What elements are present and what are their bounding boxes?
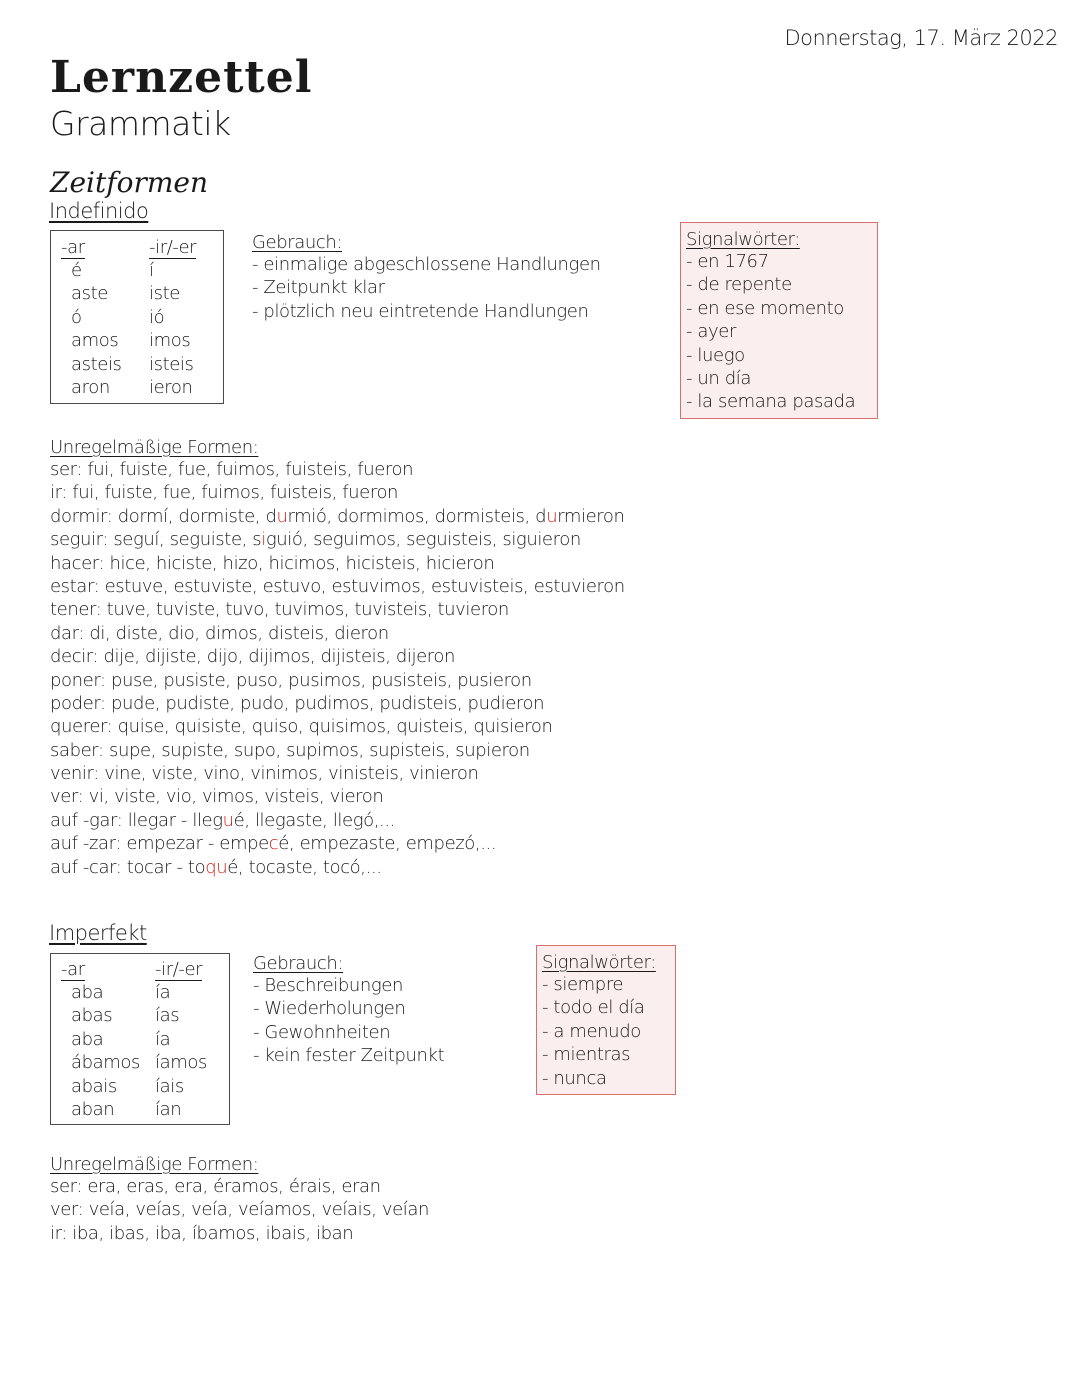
- indefinido-signal-box: [680, 222, 878, 419]
- form-text: ir: fui, fuiste, fue, fuimos, fuisteis, fueron: [50, 482, 399, 504]
- ending-ar: amos: [71, 330, 119, 352]
- form-text: ser: fui, fuiste, fue, fuimos, fuisteis, fueron: [50, 459, 414, 480]
- endings-col-ar: -ar: [61, 237, 85, 258]
- signal-word: - luego: [686, 344, 745, 366]
- imperfekt-heading: Imperfekt: [49, 921, 147, 945]
- irregular-form-line: [50, 692, 625, 715]
- endings-row: [61, 1028, 207, 1051]
- ending-ir-er: ieron: [149, 377, 193, 399]
- irregular-form-line: [50, 552, 625, 575]
- highlighted-stem-change: u: [276, 505, 288, 527]
- irregular-form-line: [50, 528, 625, 551]
- form-text: auf -gar: llegar - lleg: [50, 809, 223, 831]
- signal-label: Signalwörter:: [542, 952, 656, 973]
- signal-word: - un día: [686, 367, 752, 389]
- ending-ar: abais: [71, 1075, 117, 1097]
- highlighted-stem-change: c: [268, 833, 279, 855]
- irregular-form-line: [50, 481, 625, 504]
- form-text: rmió, dormimos, dormisteis, d: [287, 505, 547, 527]
- ending-ar: aba: [71, 982, 104, 1003]
- irregular-form-line: [50, 1222, 429, 1245]
- signal-word: - de repente: [686, 274, 792, 296]
- form-text: auf -zar: empezar - empe: [50, 833, 269, 855]
- irregular-form-line: [50, 785, 625, 808]
- endings-row: [61, 981, 207, 1004]
- highlighted-stem-change: u: [546, 505, 558, 527]
- signal-list: [542, 973, 670, 1090]
- signal-word: - nunca: [542, 1067, 607, 1089]
- section-title: Zeitformen: [50, 166, 208, 199]
- form-text: auf -car: tocar - to: [50, 856, 206, 878]
- ending-ir-er: í: [149, 260, 154, 281]
- ending-ir-er: ió: [149, 306, 165, 328]
- irregular-list: [50, 1175, 429, 1245]
- signal-word: - todo el día: [542, 997, 645, 1019]
- irregular-form-line: [50, 1198, 429, 1221]
- form-text: hacer: hice, hiciste, hizo, hicimos, hicisteis, hicieron: [50, 552, 495, 574]
- form-text: guió, seguimos, seguisteis, siguieron: [265, 529, 581, 551]
- imperfekt-endings-box: [50, 953, 230, 1125]
- highlighted-stem-change: u: [222, 809, 234, 831]
- irregular-form-line: [50, 598, 625, 621]
- signal-word: - siempre: [542, 974, 624, 995]
- usage-item: - kein fester Zeitpunkt: [253, 1045, 445, 1067]
- form-text: é, empezaste, empezó,...: [278, 833, 497, 855]
- form-text: rmieron: [557, 505, 625, 527]
- usage-item: - Beschreibungen: [253, 975, 403, 996]
- irregular-form-line: [50, 739, 625, 762]
- page-subtitle: Grammatik: [50, 104, 231, 143]
- form-text: dar: di, diste, dio, dimos, disteis, dieron: [50, 622, 389, 644]
- indefinido-endings-table: [61, 236, 196, 399]
- imperfekt-irregular: [50, 1154, 429, 1245]
- usage-item: - Gewohnheiten: [253, 1021, 391, 1043]
- endings-row: [61, 1098, 207, 1121]
- ending-ar: ó: [71, 306, 82, 328]
- signal-list: [686, 250, 872, 414]
- ending-ar: aron: [71, 377, 110, 399]
- endings-col-ir-er: -ir/-er: [149, 237, 197, 258]
- ending-ir-er: ía: [155, 982, 171, 1003]
- usage-item: - Zeitpunkt klar: [252, 277, 385, 299]
- ending-ar: aste: [71, 283, 108, 305]
- indefinido-endings-box: [50, 230, 224, 404]
- date: Donnerstag, 17. März 2022: [784, 26, 1058, 50]
- signal-word: - mientras: [542, 1044, 631, 1066]
- ending-ir-er: ían: [155, 1099, 182, 1121]
- irregular-form-line: [50, 762, 625, 785]
- ending-ir-er: ías: [155, 1005, 180, 1027]
- endings-row: [61, 329, 196, 352]
- form-text: poder: pude, pudiste, pudo, pudimos, pudisteis, pudieron: [50, 692, 545, 714]
- highlighted-stem-change: qu: [205, 856, 228, 878]
- form-text: dormir: dormí, dormiste, d: [50, 505, 277, 527]
- form-text: estar: estuve, estuviste, estuvo, estuvimos, estuvisteis, estuvieron: [50, 575, 625, 597]
- ending-ar: aban: [71, 1099, 115, 1121]
- irregular-form-line: [50, 458, 625, 481]
- form-text: seguir: seguí, seguiste, s: [50, 529, 262, 551]
- ending-ir-er: íais: [155, 1075, 184, 1097]
- ending-ar: ábamos: [71, 1052, 141, 1074]
- irregular-form-line: [50, 645, 625, 668]
- endings-row: [61, 376, 196, 399]
- page-title: Lernzettel: [50, 52, 313, 103]
- irregular-list: [50, 458, 625, 879]
- form-text: decir: dije, dijiste, dijo, dijimos, dijisteis, dijeron: [50, 646, 455, 668]
- imperfekt-signal-box: [536, 945, 676, 1095]
- form-text: ser: era, eras, era, éramos, érais, eran: [50, 1176, 381, 1197]
- ending-ir-er: isteis: [149, 353, 194, 375]
- signal-label: Signalwörter:: [686, 229, 800, 250]
- imperfekt-usage: [253, 953, 444, 1068]
- irregular-form-line: [50, 715, 625, 738]
- irregular-label: Unregelmäßige Formen:: [50, 437, 259, 458]
- ending-ar: abas: [71, 1005, 113, 1027]
- usage-label: Gebrauch:: [253, 953, 344, 974]
- signal-word: - en 1767: [686, 251, 769, 272]
- endings-row: [61, 1051, 207, 1074]
- signal-word: - ayer: [686, 321, 736, 343]
- ending-ar: é: [71, 260, 82, 281]
- irregular-form-line: [50, 832, 625, 855]
- usage-label: Gebrauch:: [252, 232, 343, 253]
- irregular-form-line: [50, 505, 625, 528]
- endings-row: [61, 353, 196, 376]
- irregular-form-line: [50, 809, 625, 832]
- form-text: ir: iba, ibas, iba, íbamos, ibais, iban: [50, 1222, 354, 1244]
- ending-ir-er: ía: [155, 1028, 171, 1050]
- highlighted-stem-change: i: [261, 529, 266, 551]
- usage-item: - plötzlich neu eintretende Handlungen: [252, 300, 589, 322]
- indefinido-heading: Indefinido: [49, 199, 149, 223]
- endings-col-ir-er: -ir/-er: [155, 959, 203, 980]
- ending-ir-er: imos: [149, 330, 191, 352]
- ending-ir-er: íamos: [155, 1052, 207, 1074]
- form-text: saber: supe, supiste, supo, supimos, supisteis, supieron: [50, 739, 530, 761]
- endings-row: [61, 282, 196, 305]
- form-text: ver: veía, veías, veía, veíamos, veíais, veían: [50, 1199, 430, 1221]
- indefinido-irregular: [50, 437, 625, 879]
- endings-row: [61, 1075, 207, 1098]
- endings-row: [61, 1004, 207, 1027]
- usage-list: [252, 253, 601, 323]
- signal-word: - en ese momento: [686, 297, 844, 319]
- irregular-label: Unregelmäßige Formen:: [50, 1154, 259, 1175]
- form-text: querer: quise, quisiste, quiso, quisimos, quisteis, quisieron: [50, 716, 553, 738]
- endings-row: [61, 259, 196, 282]
- form-text: venir: vine, viste, vino, vinimos, vinisteis, vinieron: [50, 763, 479, 785]
- ending-ar: aba: [71, 1028, 104, 1050]
- indefinido-usage: [252, 232, 601, 323]
- irregular-form-line: [50, 1175, 429, 1198]
- irregular-form-line: [50, 856, 625, 879]
- form-text: ver: vi, viste, vio, vimos, visteis, vieron: [50, 786, 384, 808]
- usage-item: - einmalige abgeschlossene Handlungen: [252, 254, 601, 275]
- form-text: é, tocaste, tocó,...: [227, 856, 382, 878]
- form-text: tener: tuve, tuviste, tuvo, tuvimos, tuvisteis, tuvieron: [50, 599, 509, 621]
- irregular-form-line: [50, 669, 625, 692]
- endings-col-ar: -ar: [61, 959, 85, 980]
- form-text: é, llegaste, llegó,...: [233, 809, 395, 831]
- imperfekt-endings-table: [61, 958, 207, 1121]
- ending-ar: asteis: [71, 353, 122, 375]
- usage-item: - Wiederholungen: [253, 998, 406, 1020]
- form-text: poner: puse, pusiste, puso, pusimos, pusisteis, pusieron: [50, 669, 532, 691]
- endings-row: [61, 306, 196, 329]
- usage-list: [253, 974, 444, 1068]
- irregular-form-line: [50, 575, 625, 598]
- signal-word: - a menudo: [542, 1020, 641, 1042]
- ending-ir-er: iste: [149, 283, 180, 305]
- signal-word: - la semana pasada: [686, 391, 856, 413]
- irregular-form-line: [50, 622, 625, 645]
